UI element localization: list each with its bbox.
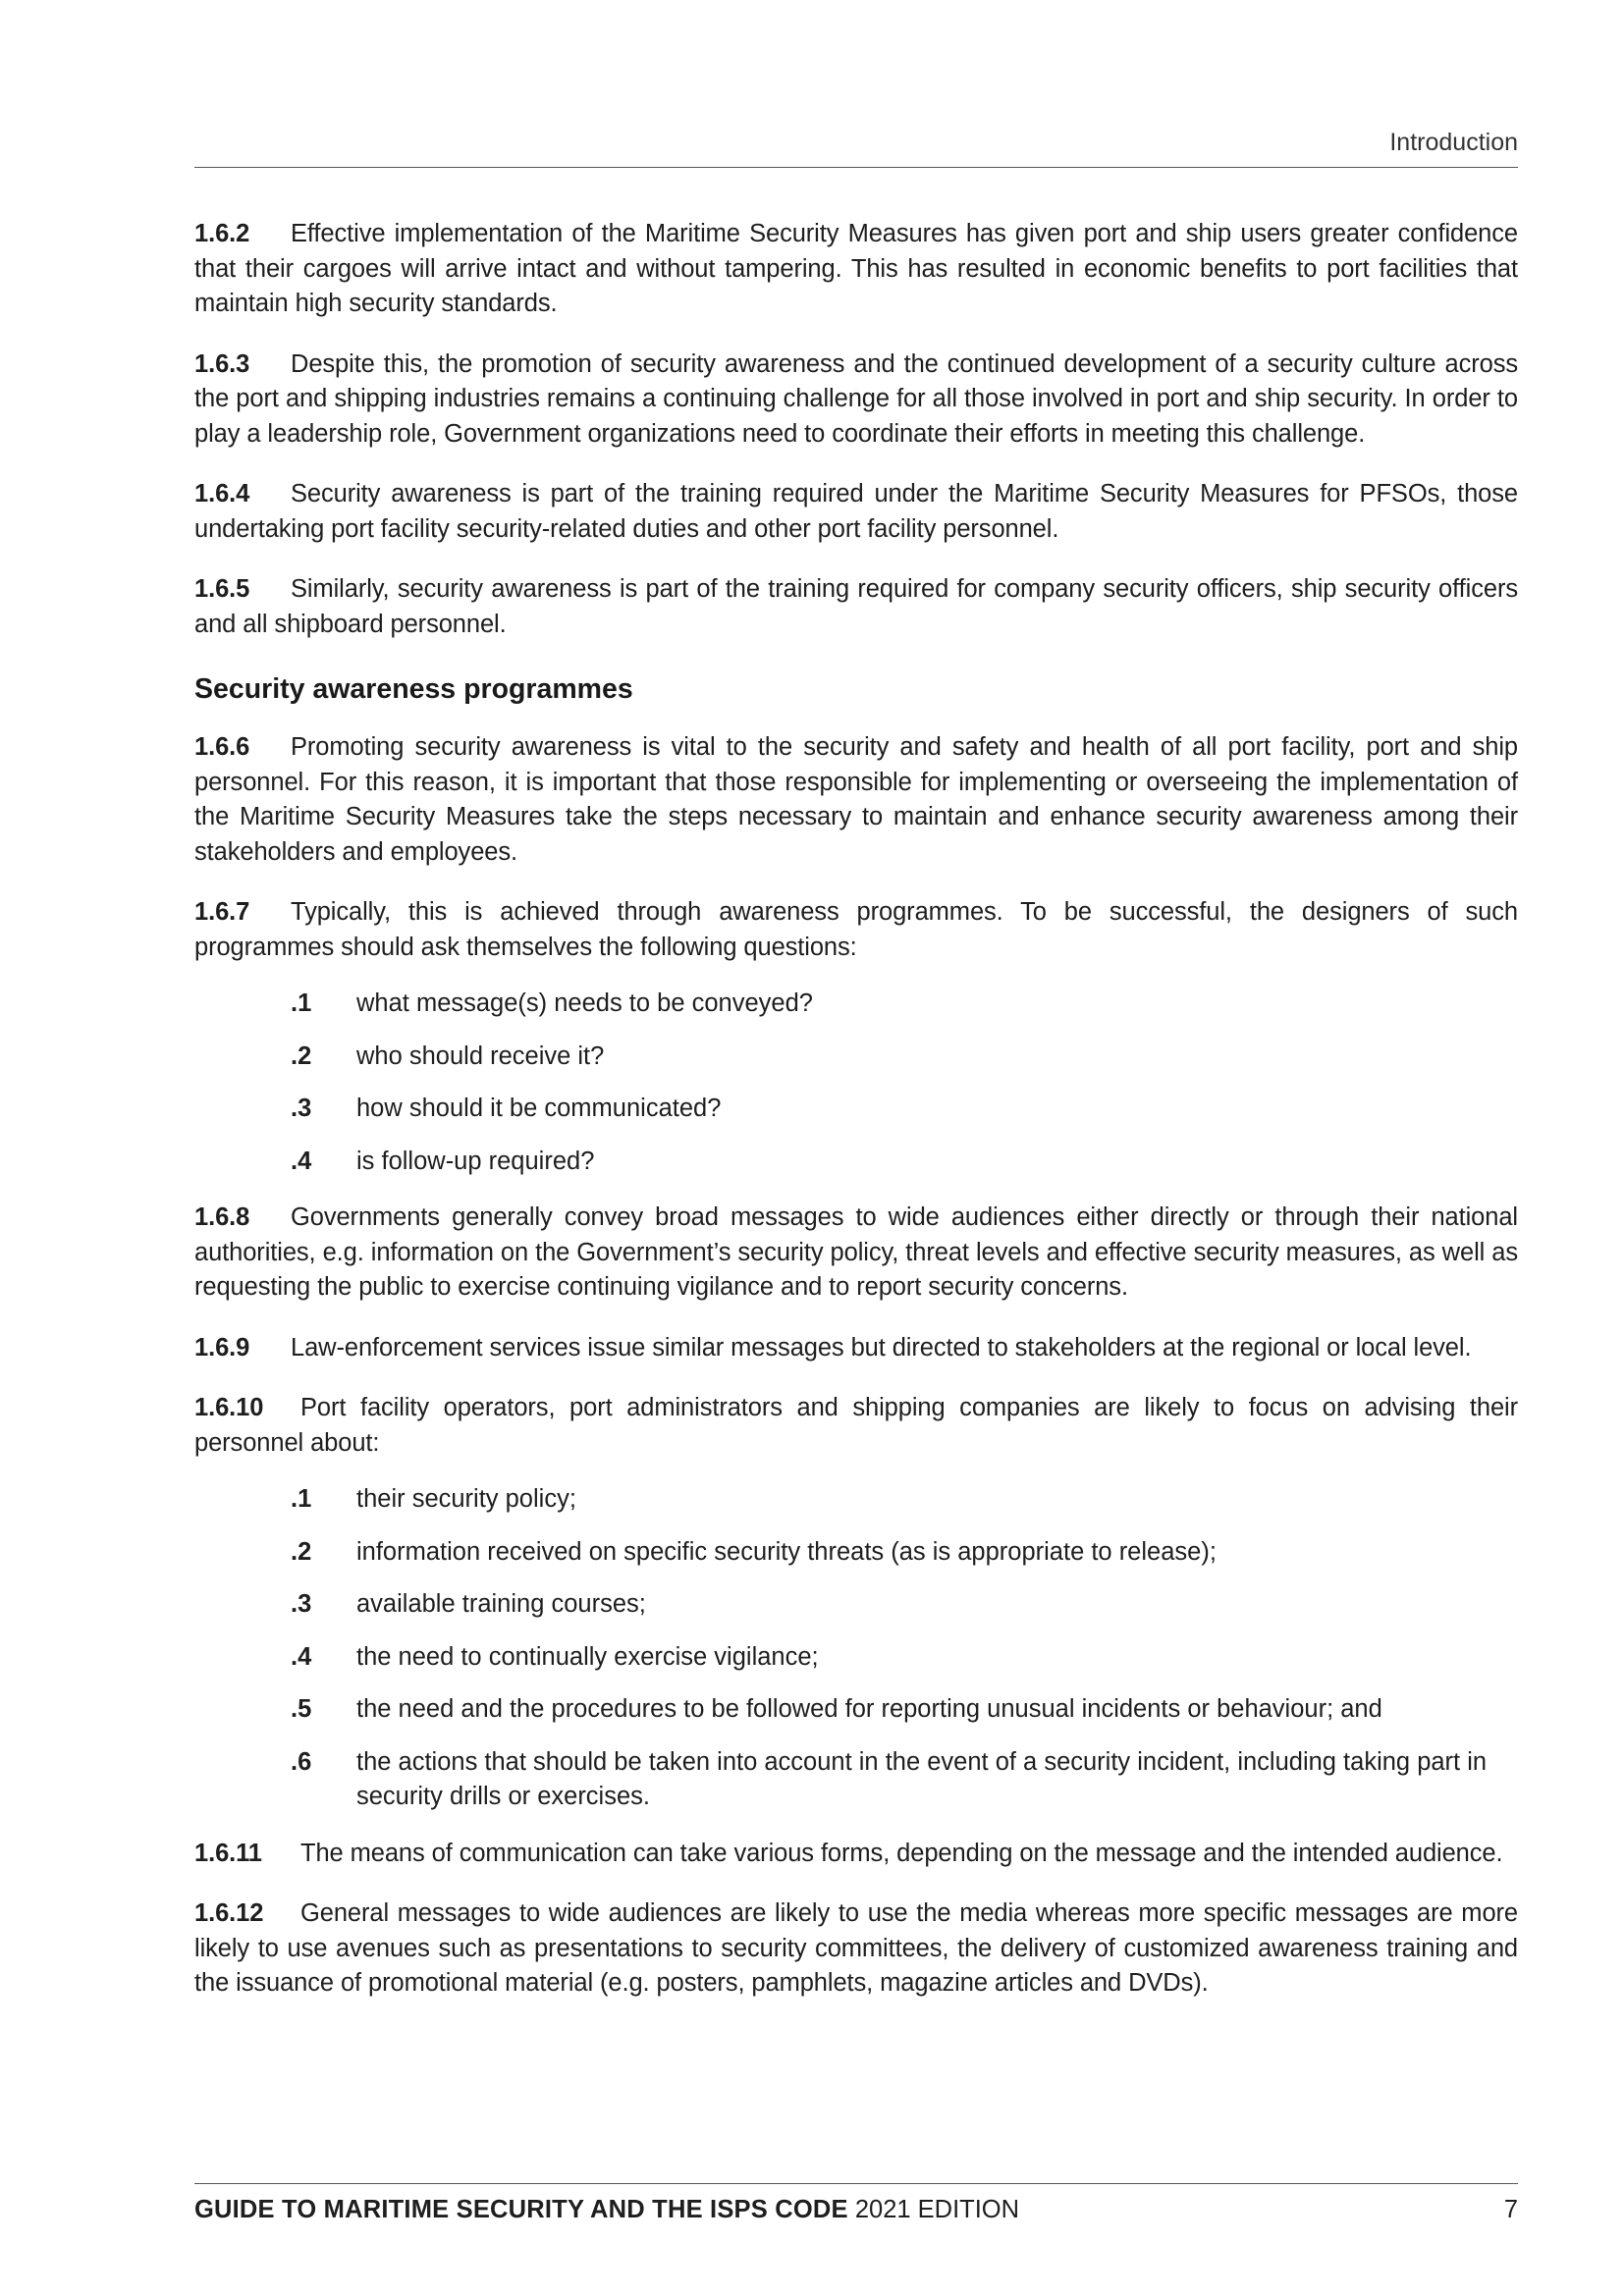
list-item xyxy=(291,987,1518,1022)
page-content xyxy=(194,128,1518,2027)
list-item xyxy=(291,1692,1518,1728)
paragraph-number: 1.6.7 xyxy=(194,898,250,926)
paragraph-number: 1.6.3 xyxy=(194,349,250,378)
list-text: what message(s) needs to be conveyed? xyxy=(356,989,813,1017)
paragraph-number: 1.6.12 xyxy=(194,1899,264,1927)
list-marker: .2 xyxy=(291,1041,312,1070)
list-marker: .6 xyxy=(291,1747,312,1776)
list-text: the need and the procedures to be followed for reporting unusual incidents or behaviour; and xyxy=(356,1695,1382,1723)
list-marker: .2 xyxy=(291,1537,312,1566)
paragraph-1-6-11 xyxy=(194,1837,1518,1872)
list-marker: .1 xyxy=(291,1485,312,1513)
list-text: who should receive it? xyxy=(356,1041,605,1070)
paragraph-text: General messages to wide audiences are likely to use the media whereas more specific messages are more likely to use avenues such as presentations to security committees, the delivery of customized awareness training and the issuance of promotional material (e.g. posters, pamphlets, magazine articles and DVDs). xyxy=(194,1899,1518,1997)
list-text: information received on specific security threats (as is appropriate to release); xyxy=(356,1537,1217,1566)
paragraph-text: Governments generally convey broad messages to wide audiences either directly or through their national authorities, e.g. information on the Government’s security policy, threat levels and effective security measures, as well as requesting the public to exercise continuing vigilance and to report security concerns. xyxy=(194,1203,1518,1301)
paragraph-1-6-10 xyxy=(194,1391,1518,1461)
list-marker: .3 xyxy=(291,1590,312,1618)
paragraph-text: Security awareness is part of the training required under the Maritime Security Measures for PFSOs, those undertaking port facility security-related duties and other port facility personnel. xyxy=(194,480,1518,543)
paragraph-number: 1.6.11 xyxy=(194,1839,262,1867)
paragraph-text: Effective implementation of the Maritime Security Measures has given port and ship users greater confidence that their cargoes will arrive intact and without tampering. This has resulted in economic benefits to port facilities that maintain high security standards. xyxy=(194,220,1518,317)
list-text: the need to continually exercise vigilance; xyxy=(356,1642,819,1671)
list-text: the actions that should be taken into account in the event of a security incident, including taking part in security drills or exercises. xyxy=(356,1747,1488,1810)
advice-list xyxy=(194,1482,1518,1815)
list-marker: .4 xyxy=(291,1642,312,1671)
paragraph-number: 1.6.10 xyxy=(194,1394,264,1421)
list-item xyxy=(291,1092,1518,1127)
paragraph-text: Typically, this is achieved through awareness programmes. To be successful, the designers of such programmes should ask themselves the following questions: xyxy=(194,898,1518,961)
list-marker: .4 xyxy=(291,1147,312,1175)
list-text: how should it be communicated? xyxy=(356,1095,722,1122)
list-text: available training courses; xyxy=(356,1590,646,1618)
paragraph-text: Despite this, the promotion of security awareness and the continued development of a security culture across the port and shipping industries remains a continuing challenge for all those involved in port and ship security. In order to play a leadership role, Government organizations need to coordinate their efforts in meeting this challenge. xyxy=(194,349,1518,448)
paragraph-text: Similarly, security awareness is part of the training required for company security officers, ship security officers and all shipboard personnel. xyxy=(194,575,1518,638)
paragraph-number: 1.6.9 xyxy=(194,1333,250,1362)
paragraph-1-6-8 xyxy=(194,1201,1518,1306)
list-item xyxy=(291,1145,1518,1180)
paragraph-1-6-7 xyxy=(194,895,1518,965)
running-head: Introduction xyxy=(194,128,1518,168)
paragraph-1-6-5 xyxy=(194,572,1518,642)
paragraph-text: The means of communication can take various forms, depending on the message and the intended audience. xyxy=(300,1839,1503,1867)
paragraph-1-6-3 xyxy=(194,347,1518,453)
paragraph-text: Law-enforcement services issue similar messages but directed to stakeholders at the regional or local level. xyxy=(291,1333,1472,1362)
list-marker: .5 xyxy=(291,1695,312,1723)
paragraph-1-6-4 xyxy=(194,477,1518,547)
paragraph-text: Promoting security awareness is vital to the security and safety and health of all port facility, port and ship personnel. For this reason, it is important that those responsible for implementing or overseeing the implementation of the Maritime Security Measures take the steps necessary to maintain and enhance security awareness among their stakeholders and employees. xyxy=(194,733,1518,866)
paragraph-1-6-12 xyxy=(194,1896,1518,2002)
list-text: their security policy; xyxy=(356,1485,576,1513)
paragraph-number: 1.6.8 xyxy=(194,1203,250,1231)
list-item xyxy=(291,1040,1518,1075)
list-item xyxy=(291,1587,1518,1623)
paragraph-number: 1.6.2 xyxy=(194,220,250,247)
paragraph-1-6-9 xyxy=(194,1331,1518,1366)
list-item xyxy=(291,1640,1518,1676)
paragraph-number: 1.6.4 xyxy=(194,480,250,507)
footer-title-block xyxy=(194,2194,1019,2225)
footer-title: GUIDE TO MARITIME SECURITY AND THE ISPS CODE xyxy=(194,2196,848,2223)
list-item xyxy=(291,1745,1518,1815)
list-marker: .1 xyxy=(291,989,312,1017)
paragraph-number: 1.6.6 xyxy=(194,733,250,761)
section-heading: Security awareness programmes xyxy=(194,673,633,705)
list-item xyxy=(291,1535,1518,1571)
page-footer xyxy=(194,2183,1518,2225)
paragraph-1-6-2 xyxy=(194,217,1518,322)
list-text: is follow-up required? xyxy=(356,1147,595,1175)
question-list xyxy=(194,987,1518,1179)
paragraph-1-6-6 xyxy=(194,730,1518,870)
footer-edition: 2021 EDITION xyxy=(854,2196,1020,2223)
list-item xyxy=(291,1482,1518,1518)
list-marker: .3 xyxy=(291,1095,312,1122)
paragraph-text: Port facility operators, port administrators and shipping companies are likely to focus on advising their personnel about: xyxy=(194,1394,1518,1457)
paragraph-number: 1.6.5 xyxy=(194,575,250,603)
page-number: 7 xyxy=(1503,2196,1518,2223)
